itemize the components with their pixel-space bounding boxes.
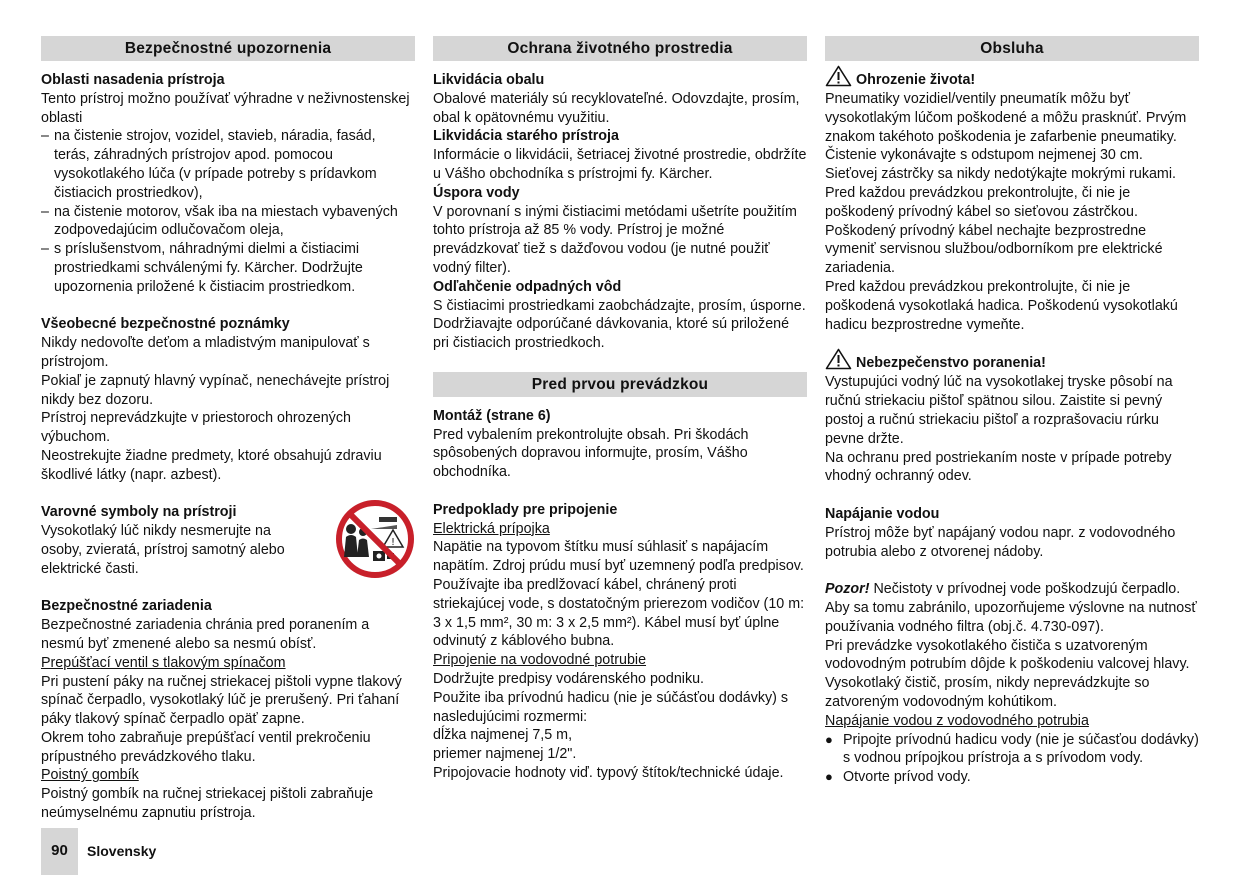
- areas-intro: Tento prístroj možno používať výhradne v neživnostenskej oblasti: [41, 90, 410, 126]
- paragraph: dĺžka najmenej 7,5 m,: [433, 727, 573, 744]
- heading-disposal: Likvidácia starého prístroja: [433, 128, 619, 145]
- page-footer: [41, 828, 341, 875]
- heading-assembly: Montáž (strane 6): [433, 407, 551, 424]
- warning-triangle-icon: [825, 65, 852, 87]
- paragraph: Okrem toho zabraňuje prepúšťací ventil prekročeniu prípustného prevádzkového tlaku.: [41, 729, 371, 765]
- paragraph: Používajte iba predlžovací kábel, chránený proti striekajúcej vode, s dostatočným prierezom vodičov (10 m: 3 x 1,5 mm², 30 m: 3 x 2,5 mm²). Kábel musí byť úplne odvinutý z káblového bubna.: [433, 576, 805, 650]
- list-item: – s príslušenstvom, náhradnými dielmi a čistiacimi prostriedkami schválenými fy. Kärcher. Dodržujte upozornenia priložené k čistiacim prostriedkom.: [41, 241, 363, 295]
- paragraph: Obalové materiály sú recyklovateľné. Odovzdajte, prosím, obal k opätovnému využitiu.: [433, 90, 800, 126]
- list-item: – na čistenie strojov, vozidel, stavieb, náradia, fasád, terás, záhradných prístrojov apod. pomocou vysokotlakého lúča (v prípade potreby s prídavkom čistiacich prostriedkov),: [41, 128, 377, 201]
- bullet-icon: ●: [825, 731, 833, 747]
- page-number: 90: [41, 828, 78, 875]
- paragraph: Dodržujte predpisy vodárenského podniku.: [433, 670, 705, 687]
- section-header-first-use: Pred prvou prevádzkou: [433, 372, 807, 397]
- heading-devices: Bezpečnostné zariadenia: [41, 598, 212, 615]
- paragraph: Bezpečnostné zariadenia chránia pred poranením a nesmú byť zmenené alebo sa nesmú obísť.: [41, 617, 370, 652]
- paragraph: Na ochranu pred postriekaním noste v prípade potreby vhodný ochranný odev.: [825, 449, 1172, 485]
- language-label: Slovensky: [87, 843, 157, 859]
- paragraph: Poistný gombík na ručnej striekacej pištoli zabraňuje neúmyselnému zapnutiu prístroja.: [41, 786, 374, 822]
- paragraph: Pred vybalením prekontrolujte obsah. Pri škodách spôsobených dopravou informujte, prosím, Vášho obchodníka.: [433, 426, 749, 481]
- column-operation: [825, 36, 1199, 787]
- no-spray-warning-icon: [335, 499, 415, 579]
- caution-paragraph: Pozor! Nečistoty v prívodnej vode poškodzujú čerpadlo. Aby sa tomu zabránilo, upozorňujeme výslovne na nutnosť používania vodného filtra (obj.č. 4.730-097).: [825, 581, 1197, 635]
- paragraph: Prístroj môže byť napájaný vodou napr. z vodovodného potrubia alebo z otvorenej nádoby.: [825, 524, 1176, 560]
- paragraph: Pokiaľ je zapnutý hlavný vypínač, nenechávejte prístroj nikdy bez dozoru.: [41, 372, 390, 408]
- caution-label: Pozor!: [825, 581, 870, 598]
- symbols-text: Vysokotlaký lúč nikdy nesmerujte na osoby, zvieratá, prístroj samotný alebo elektrické časti.: [41, 523, 285, 577]
- heading-injury: Nebezpečenstvo poranenia!: [825, 348, 1199, 373]
- paragraph: Informácie o likvidácii, šetriacej životné prostredie, obdržíte u Vášho obchodníka s prístrojmi fy. Kärcher.: [433, 147, 807, 182]
- paragraph: Pripojovacie hodnoty viď. typový štítok/technické údaje.: [433, 764, 784, 781]
- paragraph: Vystupujúci vodný lúč na vysokotlakej tryske pôsobí na ručnú striekaciu pištoľ spätnou silou. Zaistite si pevný postoj a ručnú striekaciu pištoľ a rozprašovaciu rúrku pevne držte.: [825, 374, 1173, 447]
- subheading-mains: Napájanie vodou z vodovodného potrubia: [825, 712, 1089, 729]
- paragraph: Pri pustení páky na ručnej striekacej pištoli vypne tlakový spínač čerpadlo, vysokotlaký lúč je prerušený. Pri ťahaní páky tlakový spínač čerpadlo opäť zapne.: [41, 673, 402, 728]
- list-item: – na čistenie motorov, však iba na miestach vybavených zodpovedajúcim odlučovačom oleja,: [41, 203, 398, 239]
- bullet-icon: ●: [825, 769, 833, 785]
- subheading-water-supply: Pripojenie na vodovodné potrubie: [433, 652, 647, 669]
- paragraph: Sieťovej zástrčky sa nikdy nedotýkajte mokrými rukami. Pred každou prevádzkou prekontrolujte, či nie je poškodený prívodný kábel so sieťovou zástrčkou. Poškodený prívodný kábel nechajte bezprostredne vymeniť servisnou službou/odborníkom pre elektrické zariadenia.: [825, 166, 1176, 277]
- paragraph: Pred každou prevádzkou prekontrolujte, či nie je poškodená vysokotlaká hadica. Poškodenú vysokotlakú hadicu bezprostredne vymeňte.: [825, 278, 1178, 333]
- subheading-valve: Prepúšťací ventil s tlakovým spínačom: [41, 654, 286, 671]
- heading-areas: Oblasti nasadenia prístroja: [41, 72, 225, 88]
- heading-general: Všeobecné bezpečnostné poznámky: [41, 316, 290, 333]
- svg-text:!: !: [390, 537, 396, 549]
- symbols-block: [41, 503, 415, 578]
- paragraph: Pri prevádzke vysokotlakého čističa s uzatvoreným vodovodným potrubím dôjde k poškodeniu valcovej hlavy. Vysokotlaký čistič, prosím, nikdy neprevádzkujte so zatvoreným vodovodným kohútikom.: [825, 637, 1190, 710]
- warning-triangle-icon: [825, 348, 852, 370]
- paragraph: V porovnaní s inými čistiacimi metódami ušetríte použitím tohto prístroja až 85 % vody. Prístroj je možné prevádzkovať tiež s dažďovou vodou (je nutné použiť vodný filter).: [433, 203, 797, 276]
- column-safety: [41, 36, 415, 823]
- list-item: ● Otvorte prívod vody.: [825, 769, 971, 786]
- section-header-safety: Bezpečnostné upozornenia: [41, 36, 415, 61]
- subheading-electric: Elektrická prípojka: [433, 520, 550, 537]
- paragraph: Prístroj neprevádzkujte v priestoroch ohrozených výbuchom.: [41, 410, 351, 446]
- paragraph: S čistiacimi prostriedkami zaobchádzajte, prosím, úsporne. Dodržiavajte odporúčané dávkovania, ktoré sú priložené pri čistiacich prostriedkoch.: [433, 297, 806, 352]
- paragraph: Pneumatiky vozidiel/ventily pneumatík môžu byť vysokotlakým lúčom poškodené a môžu prasknúť. Prvým znakom takéhoto poškodenia je zafarbenie pneumatiky. Čistenie vykonávajte s odstupom nejmenej 30 cm.: [825, 91, 1187, 164]
- heading-water-saving: Úspora vody: [433, 184, 520, 201]
- list-item: ● Pripojte prívodnú hadicu vody (nie je súčasťou dodávky) s vodnou prípojkou prístroja a s prívodom vody.: [825, 731, 1199, 767]
- paragraph: Neostrekujte žiadne predmety, ktoré obsahujú zdraviu škodlivé látky (napr. azbest).: [41, 447, 382, 483]
- section-header-environment: Ochrana životného prostredia: [433, 36, 807, 61]
- heading-connection: Predpoklady pre pripojenie: [433, 501, 618, 518]
- heading-packaging: Likvidácia obalu: [433, 72, 545, 88]
- heading-waste-water: Odľahčenie odpadných vôd: [433, 278, 622, 295]
- paragraph: Nikdy nedovoľte deťom a mladistvým manipulovať s prístrojom.: [41, 335, 370, 370]
- column-environment: [433, 36, 807, 783]
- paragraph: priemer najmenej 1/2".: [433, 746, 577, 763]
- heading-danger: Ohrozenie života!: [825, 65, 1199, 90]
- paragraph: Napätie na typovom štítku musí súhlasiť s napájacím napätím. Zdroj prúdu musí byť uzemnený podľa predpisov.: [433, 539, 804, 575]
- section-header-operation: Obsluha: [825, 36, 1199, 61]
- heading-water-supply: Napájanie vodou: [825, 505, 940, 522]
- heading-symbols: Varovné symboly na prístroji: [41, 504, 237, 521]
- paragraph: Použite iba prívodnú hadicu (nie je súčásťou dodávky) s nasledujúcimi rozmermi:: [433, 689, 789, 725]
- subheading-knob: Poistný gombík: [41, 767, 139, 784]
